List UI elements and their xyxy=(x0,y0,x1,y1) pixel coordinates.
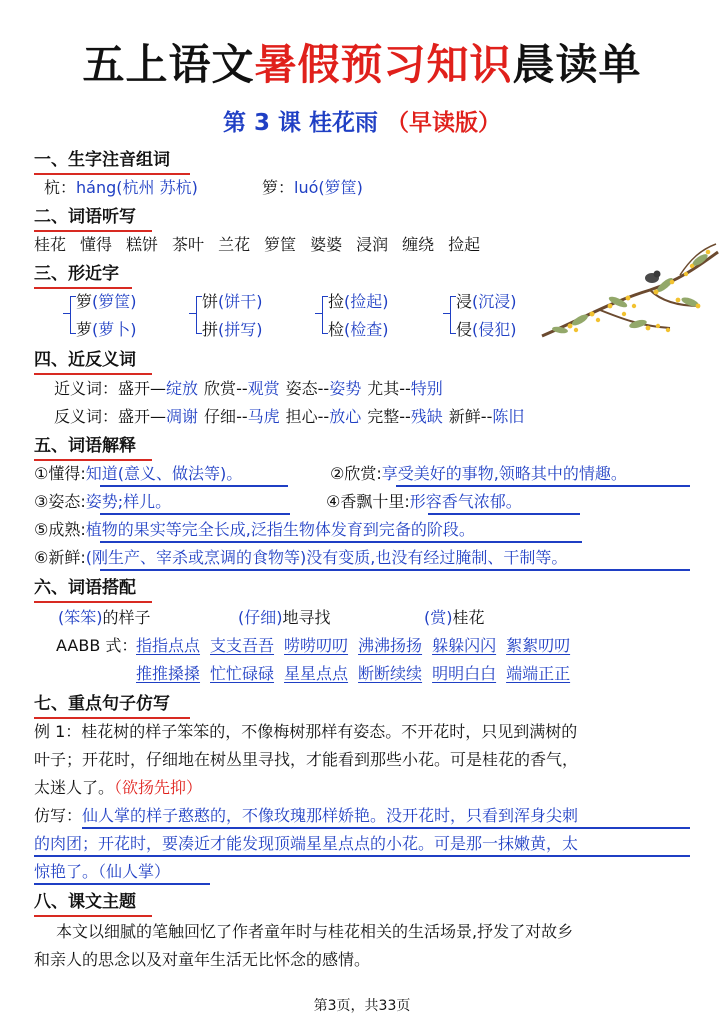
example-line-1: 例 1：桂花树的样子笨笨的，不像梅树那样有姿态。不开花时，只见到满树的 xyxy=(34,722,578,741)
similar-char-4-top: 浸(沉浸) xyxy=(456,292,517,311)
explain-3-underline xyxy=(100,513,290,515)
imitate-underline-2 xyxy=(34,855,690,857)
explain-5-underline xyxy=(100,541,582,543)
explain-4-underline xyxy=(428,513,580,515)
imitate-line-1: 仿写：仙人掌的样子憨憨的，不像玫瑰那样娇艳。没开花时，只看到浑身尖刺 xyxy=(34,806,579,825)
section-3-title: 三、形近字 xyxy=(34,264,119,284)
explain-2: ②欣赏:享受美好的事物,领略其中的情趣。 xyxy=(330,464,627,483)
section-4-underline xyxy=(34,373,152,375)
synonyms-row: 近义词：盛开—绽放 欣赏--观赏 姿态--姿势 尤其--特别 xyxy=(54,379,443,398)
section-6-title: 六、词语搭配 xyxy=(34,578,136,598)
imitate-line-3: 惊艳了。（仙人掌） xyxy=(34,862,171,881)
new-char-1: 杭：háng(杭州 苏杭) xyxy=(44,178,198,197)
section-4-title: 四、近反义词 xyxy=(34,350,136,370)
section-2-title: 二、词语听写 xyxy=(34,207,136,227)
imitate-line-2: 的肉团；开花时，要凑近才能发现顶端星星点点的小花。可是那一抹嫩黄，太 xyxy=(34,834,579,853)
explain-2-underline xyxy=(396,485,690,487)
section-5-underline xyxy=(34,459,152,461)
section-5-title: 五、词语解释 xyxy=(34,436,136,456)
similar-char-3-bottom: 检(检查) xyxy=(328,320,389,339)
section-7-underline xyxy=(34,717,190,719)
section-6-underline xyxy=(34,601,152,603)
aabb-row-1: 指指点点 支支吾吾 唠唠叨叨 沸沸扬扬 躲躲闪闪 絮絮叨叨 xyxy=(136,636,571,655)
section-1-title: 一、生字注音组词 xyxy=(34,150,170,170)
page-number: 第3页，共33页 xyxy=(313,998,411,1014)
similar-char-2-top: 饼(饼干) xyxy=(202,292,263,311)
collocation-3: (赏)桂花 xyxy=(424,608,485,627)
section-8-title: 八、课文主题 xyxy=(34,892,136,912)
collocation-1: (笨笨)的样子 xyxy=(58,608,151,627)
theme-line-1: 本文以细腻的笔触回忆了作者童年时与桂花相关的生活场景,抒发了对故乡 xyxy=(56,922,574,941)
imitate-underline-3 xyxy=(34,883,210,885)
explain-6-underline xyxy=(100,569,690,571)
example-line-3: 太迷人了。（欲扬先抑） xyxy=(34,778,203,797)
aabb-label: AABB 式： xyxy=(56,636,138,655)
explain-3: ③姿态:姿势;样儿。 xyxy=(34,492,172,511)
section-8-underline xyxy=(34,915,152,917)
similar-char-1-bottom: 萝(萝卜) xyxy=(76,320,137,339)
lesson-subtitle: 第 3 课 桂花雨 （早读版） xyxy=(222,110,502,136)
new-char-2: 箩：luó(箩筐) xyxy=(262,178,363,197)
similar-char-3-top: 捡(捡起) xyxy=(328,292,389,311)
explain-1-underline xyxy=(100,485,288,487)
explain-4: ④香飘十里:形容香气浓郁。 xyxy=(326,492,522,511)
explain-5: ⑤成熟:植物的果实等完全长成,泛指生物体发育到完备的阶段。 xyxy=(34,520,475,539)
theme-line-2: 和亲人的思念以及对童年生活无比怀念的感情。 xyxy=(34,950,371,969)
page-title: 五上语文暑假预习知识晨读单 xyxy=(82,40,642,89)
explain-1: ①懂得:知道(意义、做法等)。 xyxy=(34,464,243,483)
similar-char-1-top: 箩(箩筐) xyxy=(76,292,137,311)
antonyms-row: 反义词：盛开—凋谢 仔细--马虎 担心--放心 完整--残缺 新鲜--陈旧 xyxy=(54,407,525,426)
collocation-2: (仔细)地寻找 xyxy=(238,608,331,627)
example-line-2: 叶子；开花时，仔细地在树丛里寻找，才能看到那些小花。可是桂花的香气， xyxy=(34,750,579,769)
section-1-underline xyxy=(34,173,190,175)
osmanthus-branch-illustration xyxy=(540,240,720,350)
similar-char-4-bottom: 侵(侵犯) xyxy=(456,320,517,339)
similar-char-2-bottom: 拼(拼写) xyxy=(202,320,263,339)
aabb-row-2: 推推搡搡 忙忙碌碌 星星点点 断断续续 明明白白 端端正正 xyxy=(136,664,571,683)
section-3-underline xyxy=(34,287,132,289)
dictation-words: 桂花 懂得 糕饼 茶叶 兰花 箩筐 婆婆 浸润 缠绕 捡起 xyxy=(34,235,481,254)
section-2-underline xyxy=(34,230,152,232)
section-7-title: 七、重点句子仿写 xyxy=(34,694,170,714)
imitate-underline-1 xyxy=(82,827,690,829)
explain-6: ⑥新鲜:(刚生产、宰杀或烹调的食物等)没有变质,也没有经过腌制、干制等。 xyxy=(34,548,568,567)
